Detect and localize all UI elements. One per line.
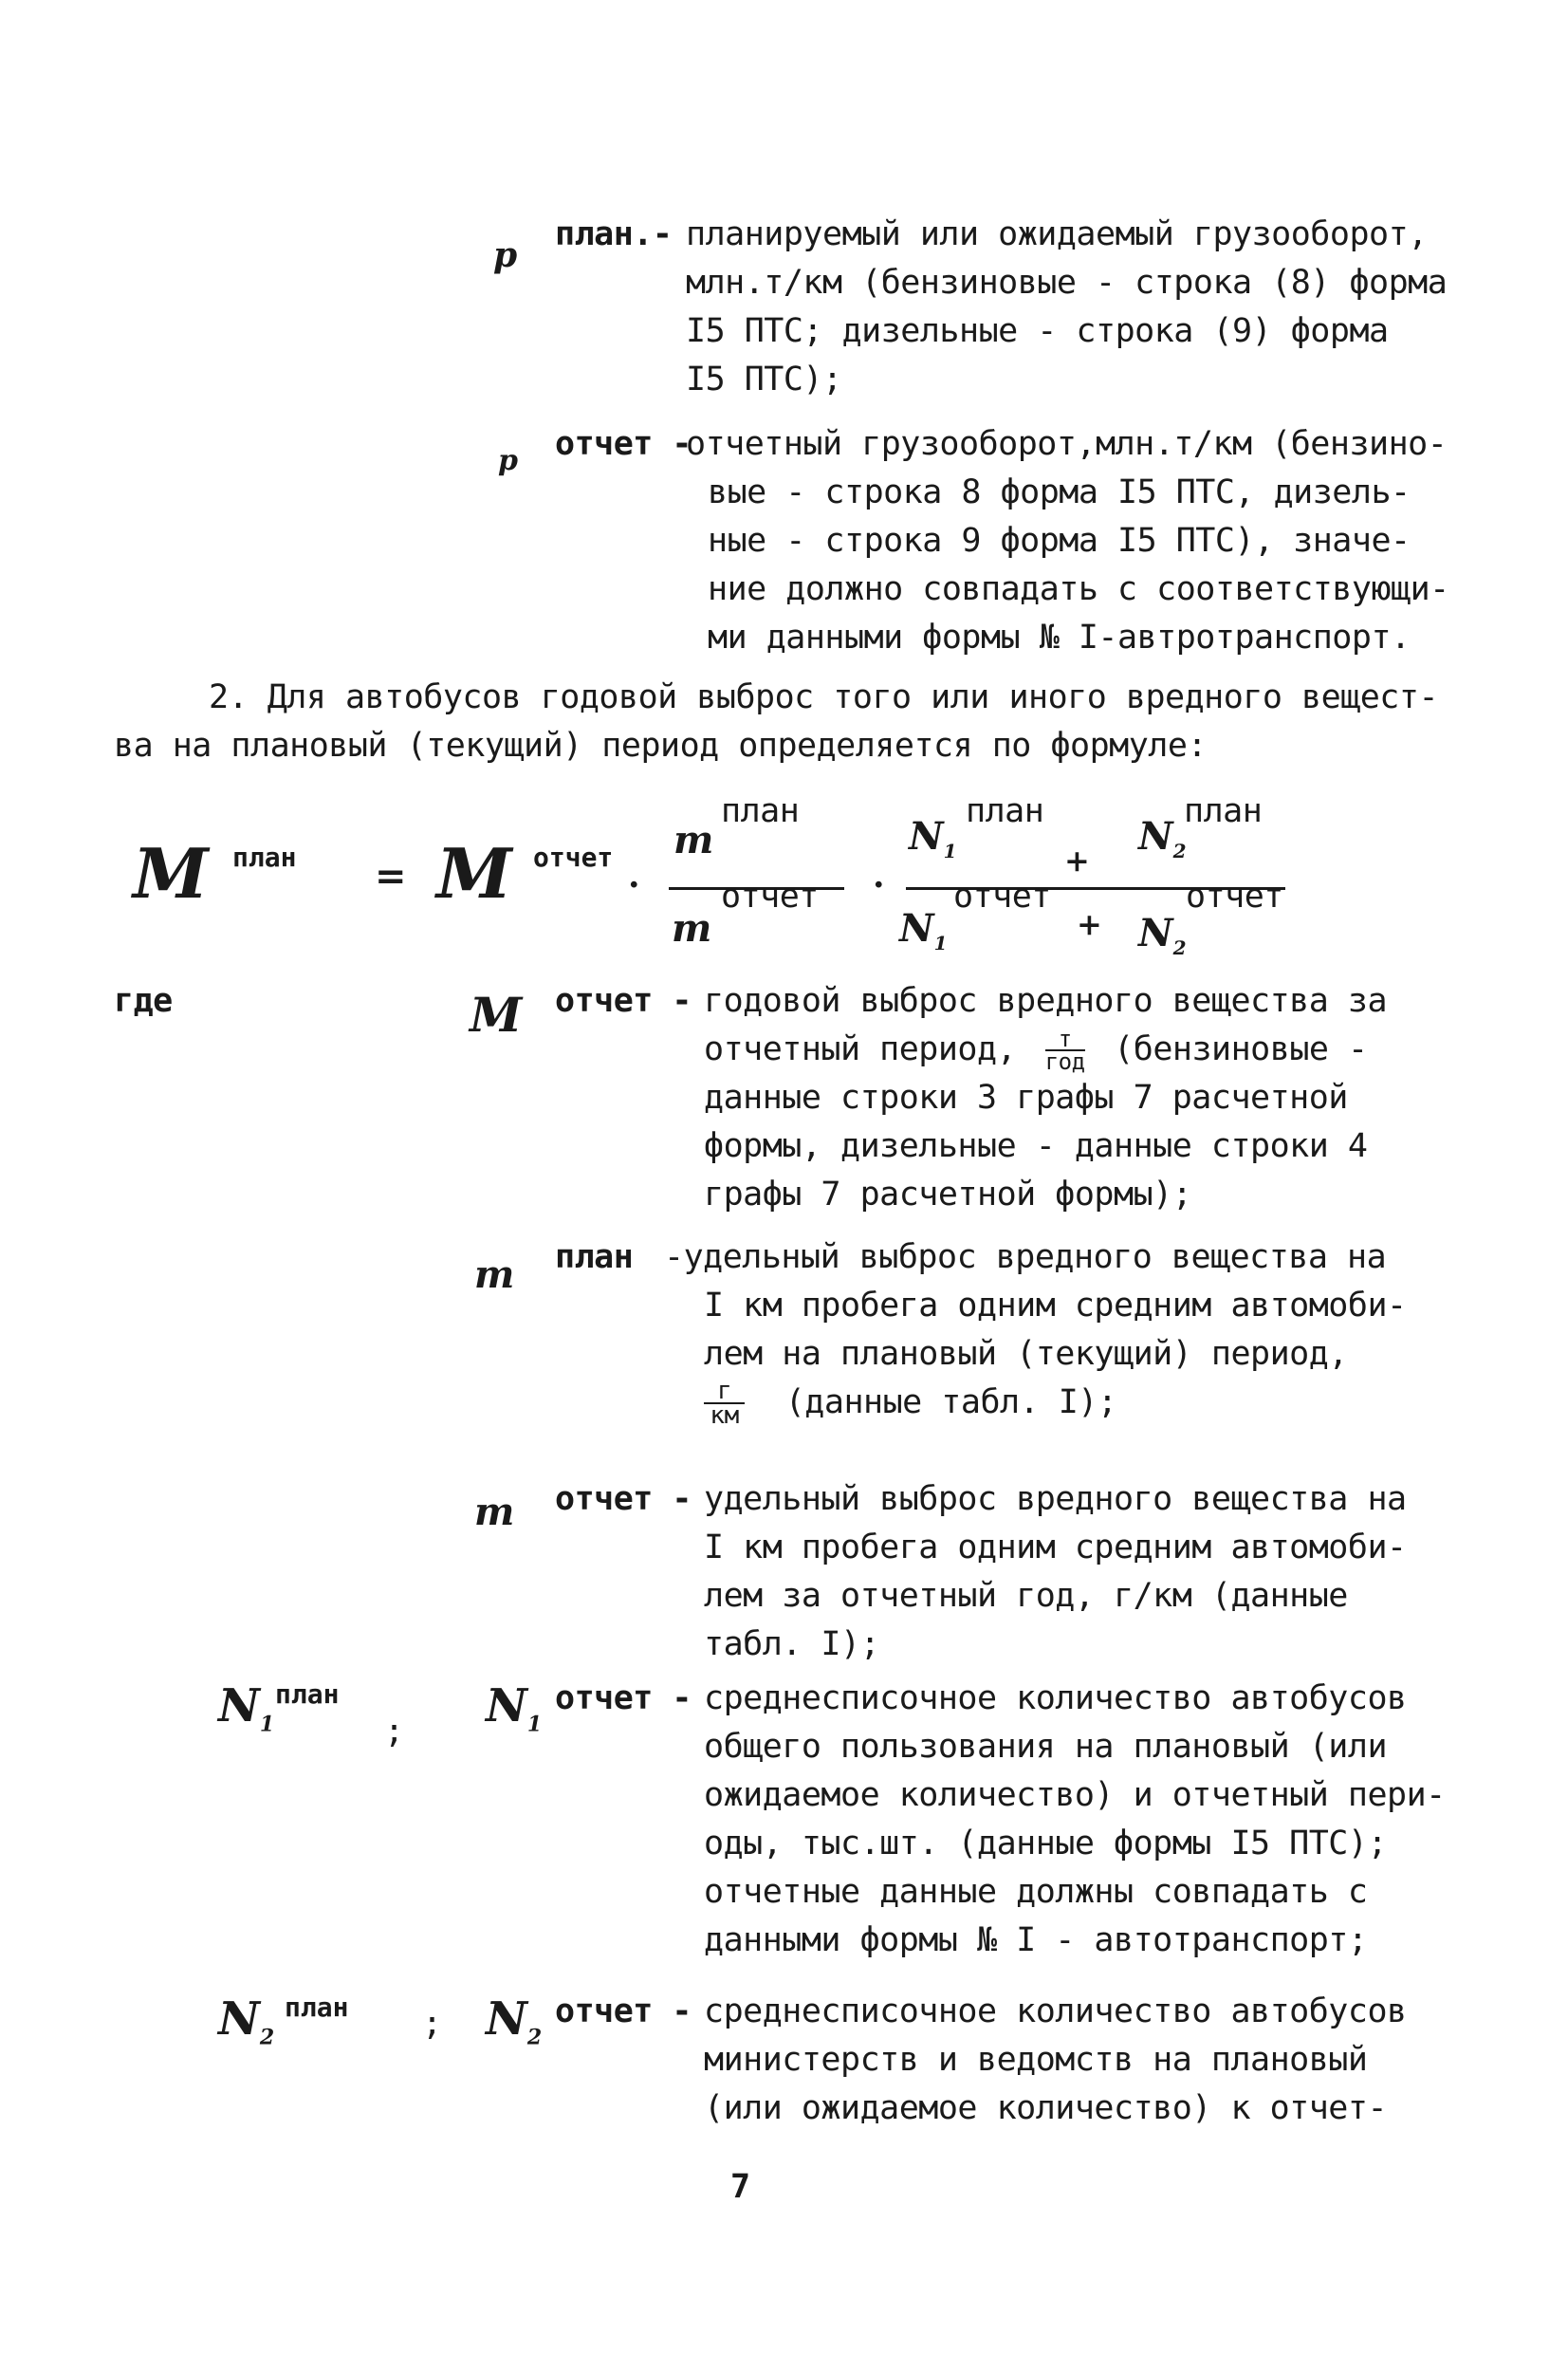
- text-line: I км пробега одним средним автомоби-: [704, 1529, 1407, 1566]
- def2-text: [681, 420, 1449, 662]
- rho-plan-symbol: p: [493, 235, 518, 275]
- def7-text: [704, 1988, 1407, 2133]
- N1-plan-symbol: $N_1$: [218, 1679, 275, 1737]
- def5-text: [704, 1475, 1407, 1669]
- formula-M-plan: M: [133, 833, 209, 914]
- def3-label: отчет -: [555, 982, 692, 1020]
- text-line: млн.т/км (бензиновые - строка (8) форма: [686, 264, 1448, 302]
- text-line: планируемый или ожидаемый грузооборот,: [686, 215, 1428, 253]
- def4-label: план: [555, 1238, 634, 1276]
- text-line: ные - строка 9 форма I5 ПТС), значе-: [708, 522, 1411, 560]
- formula-N2-plan: $N_2$: [1138, 814, 1187, 862]
- text-line: отчетные данные должны совпадать с: [704, 1873, 1368, 1911]
- formula-N2-otchet-label: отчет: [1186, 878, 1283, 916]
- def7-plan-label: план: [285, 1992, 349, 2023]
- text-line: данные строки 3 графы 7 расчетной: [704, 1079, 1348, 1117]
- unit-fraction: [1044, 1026, 1085, 1075]
- m-otchet-symbol: m: [474, 1490, 515, 1534]
- text-line: среднесписочное количество автобусов: [704, 1679, 1407, 1717]
- text-fragment: (данные табл. I);: [784, 1383, 1117, 1421]
- def6-label: отчет -: [555, 1679, 692, 1717]
- intro-paragraph: [114, 674, 1438, 770]
- text-line: удельный выброс вредного вещества на: [704, 1480, 1407, 1518]
- text-line: годовой выброс вредного вещества за: [704, 982, 1388, 1020]
- formula-N1-plan: $N_1$: [909, 814, 957, 862]
- text-line: -удельный выброс вредного вещества на: [664, 1238, 1387, 1276]
- formula-equals: =: [375, 854, 407, 899]
- where-label: где: [114, 982, 173, 1020]
- def1-label: план.-: [555, 215, 673, 253]
- rho-otchet-symbol: p: [498, 444, 518, 477]
- unit-denominator: год: [1044, 1048, 1085, 1075]
- text-fragment: (бензиновые -: [1114, 1030, 1368, 1068]
- M-otchet-symbol: M: [470, 987, 523, 1043]
- text-line: графы 7 расчетной формы);: [704, 1176, 1192, 1214]
- def3-text: [704, 977, 1387, 1219]
- def5-label: отчет -: [555, 1480, 692, 1518]
- formula-m-otchet-label: отчет: [721, 878, 819, 916]
- text-line: (или ожидаемое количество) к отчет-: [704, 2089, 1388, 2127]
- text-line: ожидаемое количество) и отчетный пери-: [704, 1776, 1446, 1814]
- text-line: среднесписочное количество автобусов: [704, 1992, 1407, 2030]
- formula-m-plan: m: [673, 818, 714, 862]
- text-line: вые - строка 8 форма I5 ПТС, дизель-: [708, 473, 1411, 511]
- unit-numerator: т: [1058, 1026, 1072, 1052]
- text-line: [704, 1026, 1387, 1074]
- def1-text: [686, 211, 1447, 404]
- formula-plan-label: план: [232, 842, 297, 873]
- text-line: I5 ПТС);: [686, 361, 842, 398]
- text-line: формы, дизельные - данные строки 4: [704, 1127, 1368, 1165]
- formula-dot-2: .: [873, 856, 885, 896]
- text-line: I км пробега одним средним автомоби-: [704, 1287, 1407, 1325]
- formula-N1-otchet: $N_1$: [899, 906, 948, 954]
- formula-otchet-label: отчет: [533, 842, 614, 873]
- text-line: табл. I);: [704, 1625, 880, 1663]
- def4-text: [664, 1233, 1407, 1430]
- unit-numerator: г: [717, 1377, 732, 1405]
- formula-N1-plan-label: план: [966, 792, 1044, 830]
- text-line: 2. Для автобусов годовой выброс того или иного вредного вещест-: [209, 678, 1439, 716]
- text-line: лем за отчетный год, г/км (данные: [704, 1577, 1348, 1615]
- N1-otchet-symbol: $N_1$: [486, 1679, 543, 1737]
- text-line: отчетный грузооборот,млн.т/км (бензино-: [686, 425, 1448, 463]
- text-line: общего пользования на плановый (или: [704, 1728, 1388, 1766]
- def6-separator: ;: [384, 1713, 404, 1751]
- m-plan-symbol: m: [474, 1252, 515, 1297]
- formula-N2-otchet: $N_2$: [1138, 911, 1187, 959]
- text-fragment: отчетный период,: [704, 1030, 1017, 1068]
- formula-m-plan-label: план: [721, 792, 800, 830]
- text-line: министерств и ведомств на плановый: [704, 2041, 1368, 2079]
- def7-label: отчет -: [555, 1992, 692, 2030]
- text-line: оды, тыс.шт. (данные формы I5 ПТС);: [704, 1825, 1388, 1862]
- N2-plan-symbol: $N_2$: [218, 1992, 275, 2050]
- text-line: I5 ПТС; дизельные - строка (9) форма: [686, 312, 1389, 350]
- formula-m-otchet: m: [672, 906, 712, 951]
- text-line: данными формы № I - автотранспорт;: [704, 1921, 1368, 1959]
- text-line: ва на плановый (текущий) период определяется по формуле:: [114, 727, 1208, 765]
- N2-otchet-symbol: $N_2$: [486, 1992, 543, 2050]
- def2-label: отчет -: [555, 425, 692, 463]
- text-line: ние должно совпадать с соответствующи-: [708, 570, 1449, 608]
- def6-text: [704, 1675, 1446, 1965]
- unit-fraction: [704, 1377, 745, 1430]
- text-line: [704, 1377, 1407, 1430]
- formula-plus-top: +: [1064, 843, 1090, 879]
- formula-dot-1: .: [628, 856, 640, 896]
- text-line: ми данными формы № I-автротранспорт.: [708, 619, 1411, 657]
- formula-plus-bottom: +: [1077, 906, 1102, 942]
- formula-N2-plan-label: план: [1184, 792, 1263, 830]
- text-line: лем на плановый (текущий) период,: [704, 1335, 1348, 1373]
- formula-N1-otchet-label: отчет: [953, 878, 1051, 916]
- def7-separator: ;: [422, 2005, 442, 2043]
- unit-denominator: км: [704, 1402, 745, 1427]
- page-number: 7: [730, 2168, 750, 2206]
- def6-plan-label: план: [275, 1678, 340, 1710]
- formula-M-otchet: M: [436, 833, 512, 914]
